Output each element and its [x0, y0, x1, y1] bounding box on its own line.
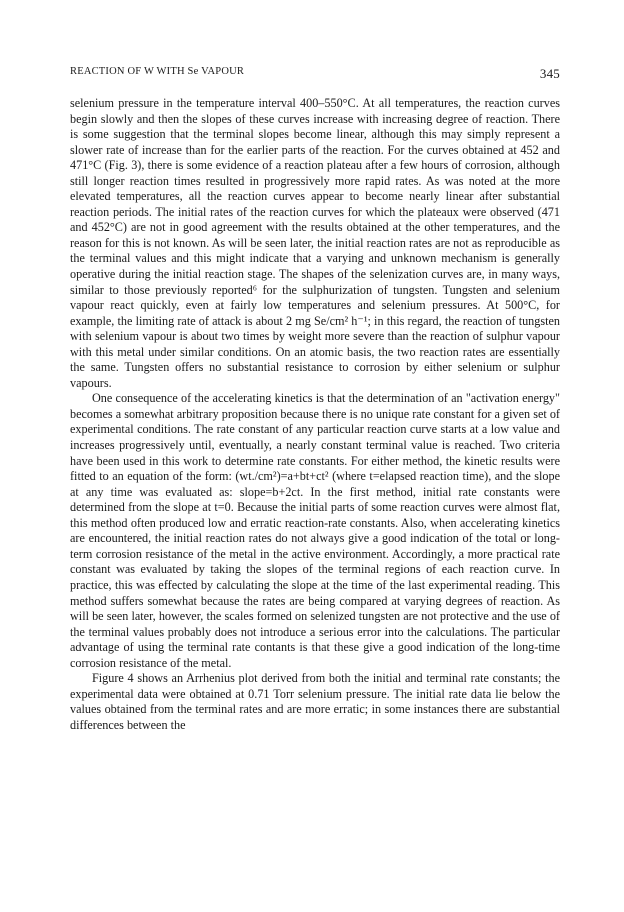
running-header [70, 66, 560, 84]
running-title: REACTION OF W WITH Se VAPOUR [70, 66, 245, 77]
paragraph-rate-constants: One consequence of the accelerating kinetics is that the determination of an "activation energy" becomes a somewhat arbitrary proposition because there is no unique rate constant for a given set of experimental conditions. The rate constant of any particular reaction curve starts at a low value and increases progressively until, eventually, a nearly constant terminal value is reached. Two criteria have been used in this work to determine rate constants. For either method, the kinetic results were fitted to an equation of the form: (wt./cm²)=a+bt+ct² (where t=elapsed reaction time), and the slope at any time was evaluated as: slope=b+2ct. In the first method, initial rate constants were determined from the slope at t=0. Because the initial parts of some reaction curves were almost flat, this method often produced low and erratic reaction-rate constants. Also, when accelerating kinetics are encountered, the initial reaction rates do not always give a good indication of the total or long-term corrosion resistance of the metal in the active environment. Accordingly, a more practical rate constant was evaluated by taking the slopes of the terminal regions of each reaction curve. In practice, this was effected by calculating the slope at the time of the last experimental reading. This method suffers somewhat because the rates are being compared at varying degrees of reaction. As will be seen later, however, the scales formed on selenized tungsten are not protective and the use of the terminal values probably does not introduce a serious error into the calculations. The particular advantage of using the terminal rate contants is that these give a good indication of the long-time corrosion resistance of the metal. [70, 391, 560, 670]
body-text [70, 96, 560, 733]
paragraph-arrhenius: Figure 4 shows an Arrhenius plot derived from both the initial and terminal rate constants; the experimental data were obtained at 0.71 Torr selenium pressure. The initial rate data lie below the values obtained from the terminal rates and are more erratic; in some instances there are substantial differences between the [70, 671, 560, 732]
paragraph-continued: selenium pressure in the temperature interval 400–550°C. At all temperatures, the reaction curves begin slowly and then the slopes of these curves increase with increasing degree of reaction. There is some suggestion that the terminal slopes become linear, although this may simply represent a slower rate of increase than for the earlier parts of the reaction. For the curves obtained at 452 and 471°C (Fig. 3), there is some evidence of a reaction plateau after a few hours of corrosion, although still longer reaction times resulted in progressively more rapid rates. As was noted at the more elevated temperatures, all the reaction curves appear to become nearly linear after substantial reaction periods. The initial rates of the reaction curves for which the plateaux were observed (471 and 452°C) are not in good agreement with the results obtained at the other temperatures, and the reason for this is not known. As will be seen later, the initial reaction rates are not as reproducible as the terminal values and this might indicate that a varying and unknown mechanism is generally operative during the initial reaction stage. The shapes of the selenization curves are, in many ways, similar to those previously reported⁶ for the sulphurization of tungsten. Tungsten and selenium vapour react quickly, even at fairly low temperatures and selenium pressures. At 500°C, for example, the limiting rate of attack is about 2 mg Se/cm² h⁻¹; in this regard, the reaction of tungsten with selenium vapour is about two times by weight more severe than the reaction of sulphur vapour with this metal under similar conditions. On an atomic basis, the two reaction rates are essentially the same. Tungsten offers no substantial resistance to corrosion by either selenium or sulphur vapours. [70, 96, 560, 390]
page-number: 345 [539, 66, 560, 81]
